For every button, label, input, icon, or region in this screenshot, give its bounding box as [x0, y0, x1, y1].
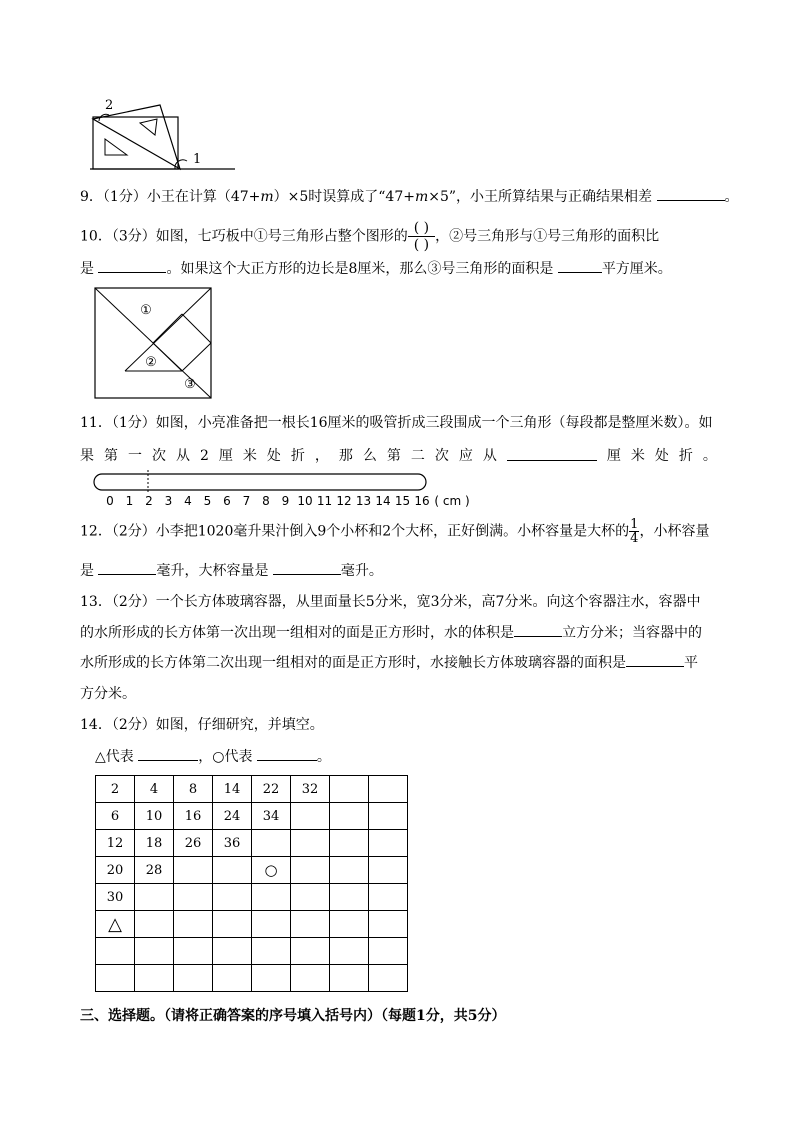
- grid-cell: [291, 938, 330, 965]
- grid-cell: 8: [174, 776, 213, 803]
- question-12-line-2: 是 毫升，大杯容量是 毫升。: [80, 560, 383, 581]
- table-row: [96, 938, 408, 965]
- grid-cell: 12: [96, 830, 135, 857]
- grid-cell: 30: [96, 884, 135, 911]
- tick-label: 0: [106, 494, 114, 508]
- grid-cell: 36: [213, 830, 252, 857]
- tick-label: 1: [125, 494, 134, 508]
- grid-cell: [252, 965, 291, 992]
- answer-blank[interactable]: [558, 258, 602, 273]
- figure-label-2: 2: [105, 98, 114, 113]
- table-row: [96, 884, 408, 911]
- grid-cell: 16: [174, 803, 213, 830]
- question-13-line-2: 的水所形成的长方体第一次出现一组相对的面是正方形时，水的体积是 立方分米；当容器中的: [80, 622, 702, 643]
- grid-cell: [369, 776, 408, 803]
- grid-cell: [213, 884, 252, 911]
- grid-cell: [135, 911, 174, 938]
- table-row: [96, 857, 408, 884]
- grid-cell: [174, 911, 213, 938]
- tick-label: 10: [297, 494, 313, 508]
- grid-cell: [252, 911, 291, 938]
- grid-cell: [291, 965, 330, 992]
- grid-cell: [369, 938, 408, 965]
- grid-cell: 32: [291, 776, 330, 803]
- grid-cell: 22: [252, 776, 291, 803]
- tick-label: 12: [336, 494, 352, 508]
- tick-label: 11: [316, 494, 333, 508]
- answer-blank[interactable]: [514, 622, 562, 637]
- grid-cell: [135, 884, 174, 911]
- grid-cell: 10: [135, 803, 174, 830]
- tick-label: 13: [355, 494, 372, 508]
- question-9: 9．（1分）小王在计算（47+m）×5时误算成了“47+m×5”，小王所算结果与正确结果相差 。: [80, 186, 739, 207]
- tangram-figure: [94, 287, 212, 399]
- tick-label: 6: [223, 494, 231, 508]
- figure-label-1: 1: [193, 152, 202, 167]
- grid-cell: [369, 911, 408, 938]
- section-3-title: 三、选择题。（请将正确答案的序号填入括号内）（每题1分，共5分）: [80, 1008, 506, 1024]
- question-14-blanks: △代表 ，○代表 。: [95, 746, 331, 767]
- tick-label: 2: [145, 494, 153, 508]
- ruler-unit: ( cm ): [434, 494, 470, 508]
- grid-cell: 28: [135, 857, 174, 884]
- tick-label: 9: [281, 494, 290, 508]
- grid-cell: [330, 803, 369, 830]
- grid-cell: [291, 857, 330, 884]
- grid-cell: [369, 884, 408, 911]
- question-13-line-3: 水所形成的长方体第二次出现一组相对的面是正方形时，水接触长方体玻璃容器的面积是 平: [80, 652, 698, 673]
- table-row: [96, 830, 408, 857]
- question-13-line-1: 13．（2分）一个长方体玻璃容器，从里面量长5分米，宽3分米，高7分米。向这个容器注水，容器中: [80, 594, 701, 610]
- grid-cell: [291, 830, 330, 857]
- tangram-label-3: ③: [184, 377, 196, 392]
- tangram-label-2: ②: [145, 355, 157, 370]
- answer-blank[interactable]: [138, 746, 198, 761]
- tick-label: 5: [203, 494, 212, 508]
- circle-cell: ○: [252, 857, 291, 884]
- triangle-cell: △: [96, 911, 135, 938]
- fraction-one-quarter: $\frac{1}{4}$: [630, 517, 639, 546]
- answer-blank[interactable]: [273, 560, 341, 575]
- tick-label: 3: [164, 494, 173, 508]
- tick-label: 7: [242, 494, 251, 508]
- question-10-line-2: 是 。如果这个大正方形的边长是8厘米，那么③号三角形的面积是 平方厘米。: [80, 258, 672, 279]
- grid-cell: 18: [135, 830, 174, 857]
- grid-cell: [174, 857, 213, 884]
- grid-cell: 20: [96, 857, 135, 884]
- grid-cell: 26: [174, 830, 213, 857]
- grid-cell: [213, 965, 252, 992]
- grid-cell: [330, 830, 369, 857]
- question-12-line-1: 12．（2分）小李把1020毫升果汁倒入9个小杯和2个大杯，正好倒满。小杯容量是大杯的 $\frac{1}{4}$ ，小杯容量: [80, 517, 710, 546]
- grid-cell: [369, 830, 408, 857]
- tick-label: 14: [375, 494, 391, 508]
- set-square-figure: [85, 95, 245, 175]
- grid-cell: [330, 857, 369, 884]
- grid-cell: [291, 803, 330, 830]
- grid-cell: [330, 884, 369, 911]
- answer-blank[interactable]: [257, 746, 317, 761]
- tick-label: 15: [394, 494, 411, 508]
- question-11-line-2: 果 第 一 次 从 2 厘 米 处 折 ， 那 么 第 二 次 应 从 厘 米 处 折 。: [80, 448, 717, 464]
- question-14-title: 14．（2分）如图，仔细研究，并填空。: [80, 717, 324, 733]
- grid-cell: [213, 938, 252, 965]
- grid-cell: [330, 965, 369, 992]
- answer-blank[interactable]: [507, 446, 597, 461]
- tick-label: 4: [184, 494, 192, 508]
- table-row: [96, 776, 408, 803]
- tangram-label-1: ①: [140, 303, 152, 318]
- grid-cell: 4: [135, 776, 174, 803]
- tick-label: 8: [262, 494, 270, 508]
- answer-blank[interactable]: [657, 186, 725, 201]
- grid-cell: [174, 938, 213, 965]
- question-10-line-1: 10．（3分）如图，七巧板中①号三角形占整个图形的 $\frac{( )}{( )}$ ，②号三角形与①号三角形的面积比: [80, 220, 660, 253]
- grid-cell: [291, 884, 330, 911]
- table-row: [96, 911, 408, 938]
- grid-cell: [369, 803, 408, 830]
- grid-cell: [252, 884, 291, 911]
- grid-cell: [135, 965, 174, 992]
- grid-cell: [96, 938, 135, 965]
- question-11-line-1: 11．（1分）如图，小亮准备把一根长16厘米的吸管折成三段围成一个三角形（每段都是整厘米数）。如: [80, 415, 713, 431]
- grid-cell: [174, 965, 213, 992]
- table-row: [96, 965, 408, 992]
- grid-cell: [96, 965, 135, 992]
- grid-cell: [330, 776, 369, 803]
- answer-blank[interactable]: [98, 258, 166, 273]
- grid-cell: [174, 884, 213, 911]
- fraction-blank[interactable]: $\frac{( )}{( )}$: [408, 220, 435, 253]
- grid-cell: [213, 857, 252, 884]
- grid-cell: 24: [213, 803, 252, 830]
- grid-cell: [330, 911, 369, 938]
- grid-cell: [135, 938, 174, 965]
- number-grid: [95, 775, 408, 992]
- answer-blank[interactable]: [98, 560, 156, 575]
- answer-blank[interactable]: [626, 652, 684, 667]
- grid-cell: [252, 938, 291, 965]
- grid-cell: [330, 938, 369, 965]
- grid-cell: 14: [213, 776, 252, 803]
- grid-cell: [213, 911, 252, 938]
- grid-cell: [291, 911, 330, 938]
- table-row: [96, 803, 408, 830]
- grid-cell: 6: [96, 803, 135, 830]
- grid-cell: [252, 830, 291, 857]
- grid-cell: 2: [96, 776, 135, 803]
- grid-cell: [369, 857, 408, 884]
- straw-figure: [92, 470, 432, 494]
- question-13-line-4: 方分米。: [80, 686, 136, 702]
- grid-cell: 34: [252, 803, 291, 830]
- grid-cell: [369, 965, 408, 992]
- tick-label: 16: [414, 494, 430, 508]
